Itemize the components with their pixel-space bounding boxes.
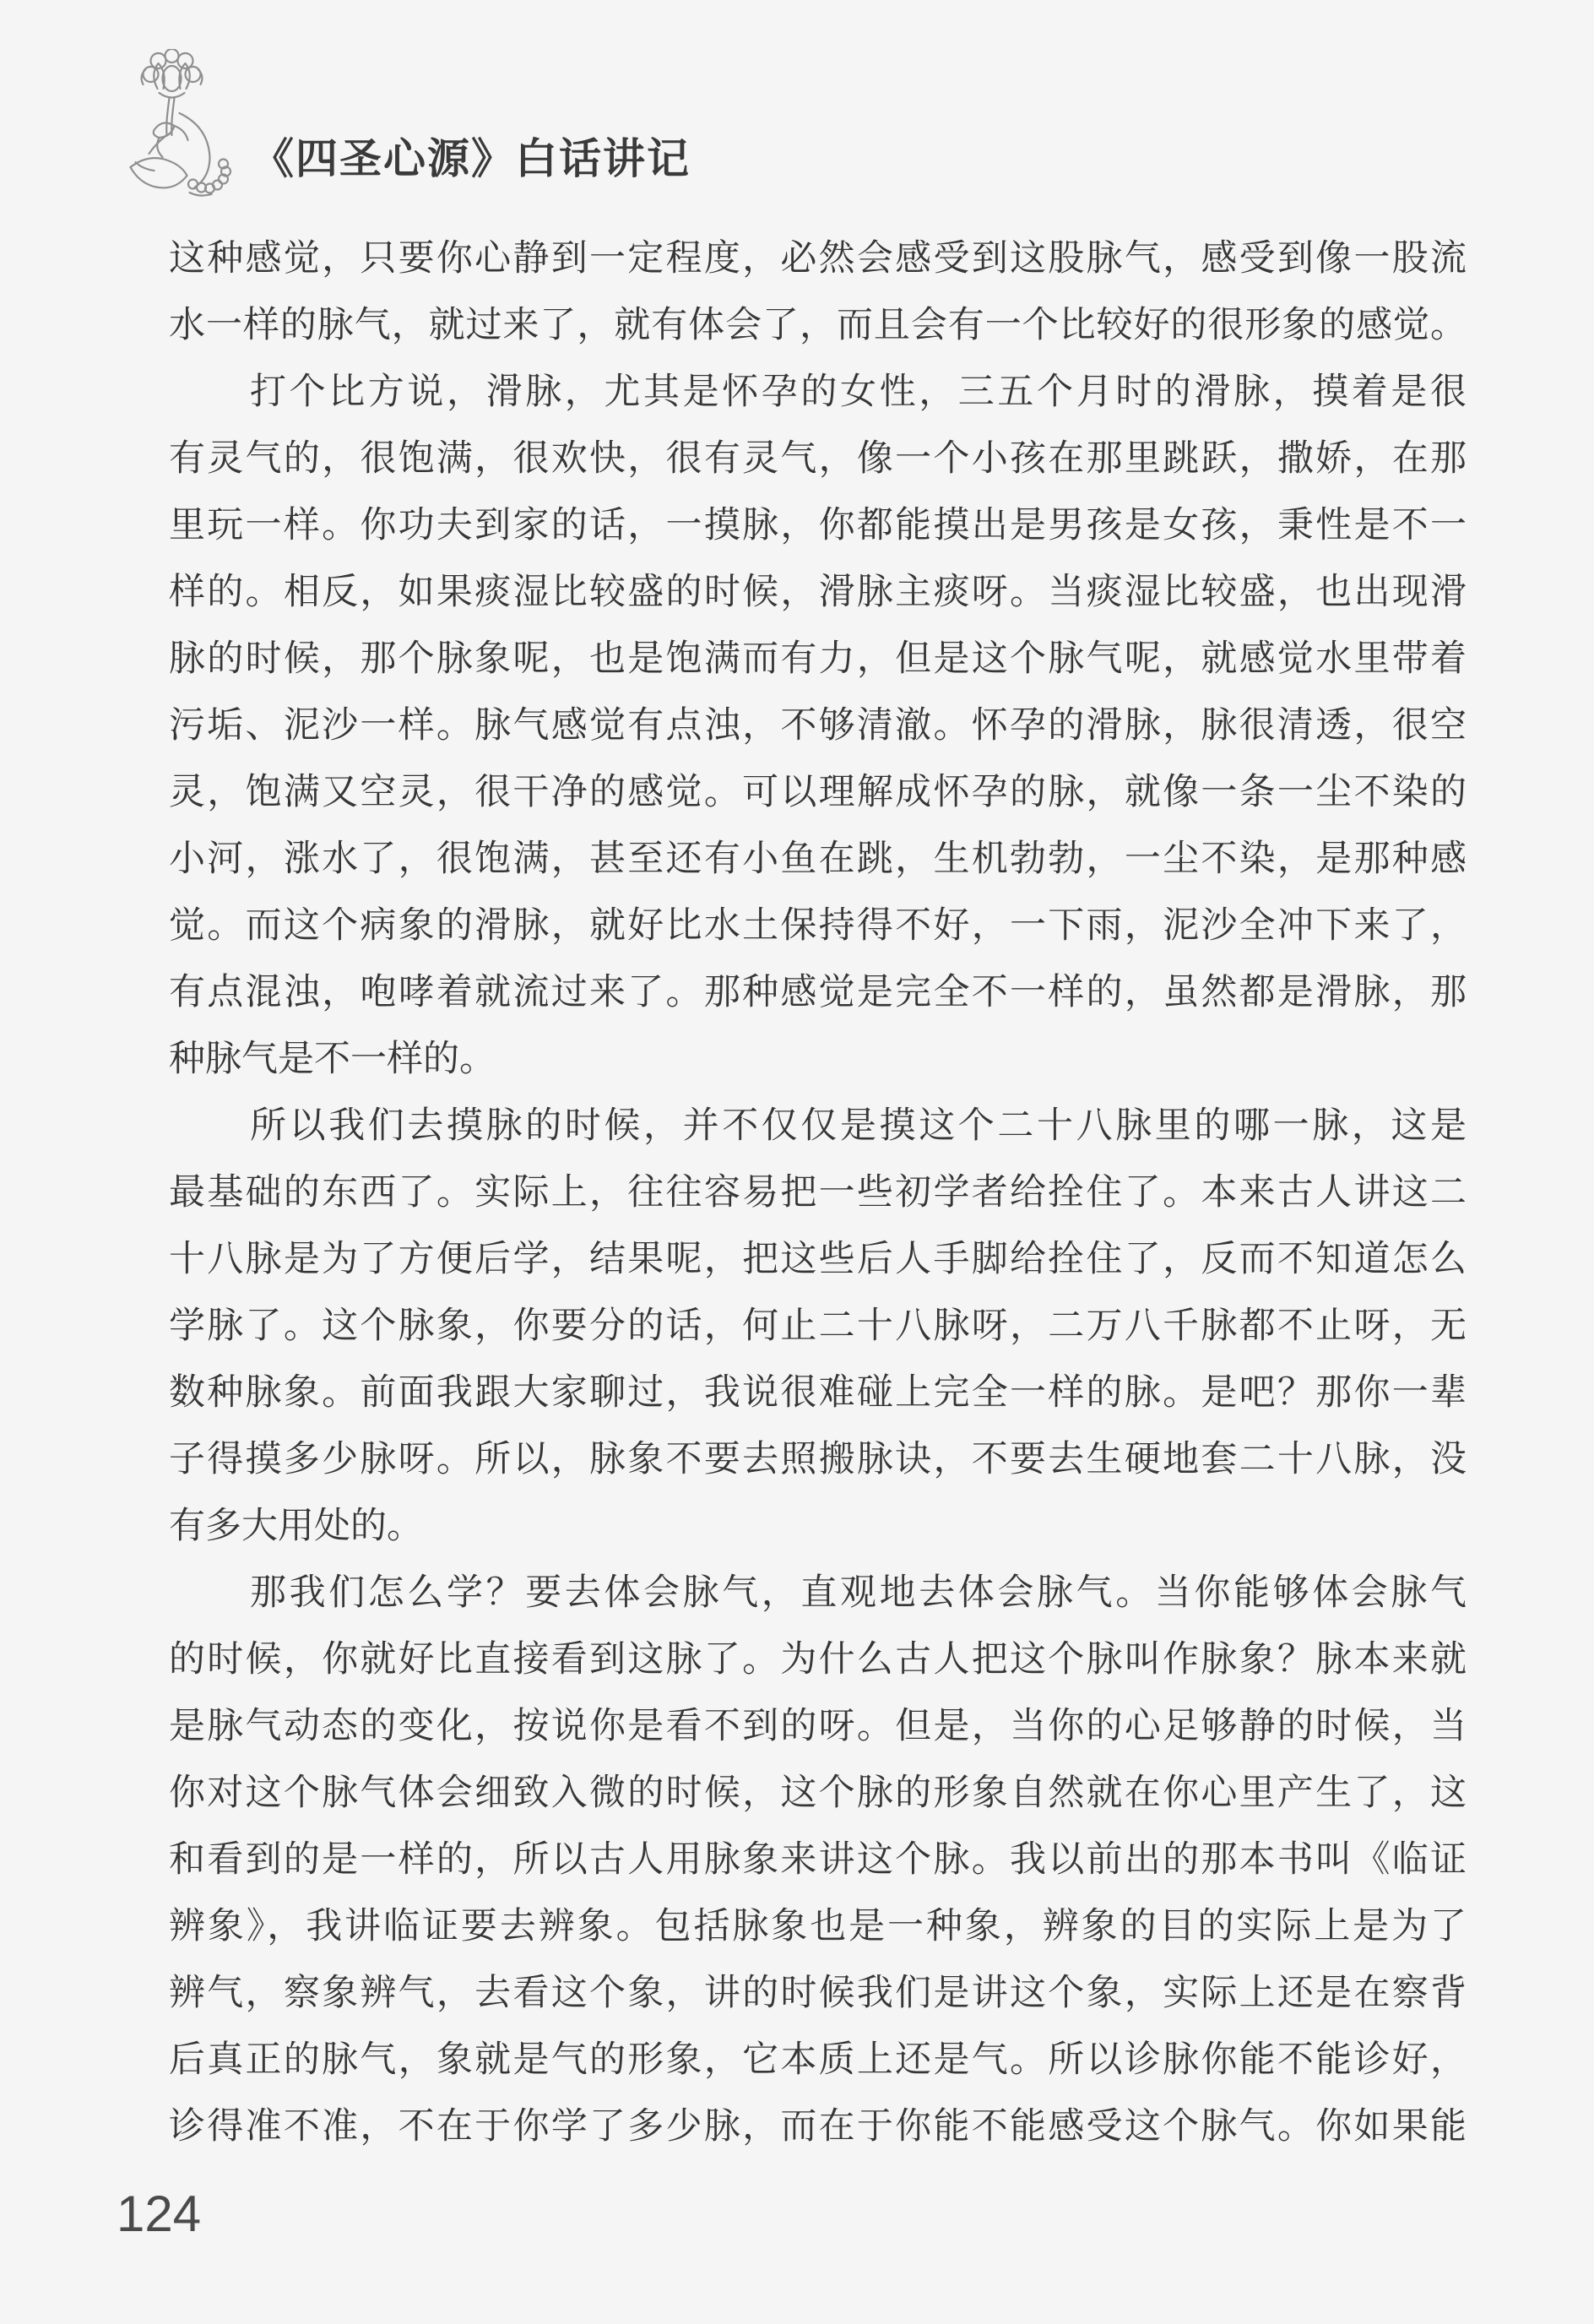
body-text: [169, 225, 1467, 2160]
text-line: 有点混浊，咆哮着就流过来了。那种感觉是完全不一样的，虽然都是滑脉，那: [169, 973, 1467, 1013]
text-line: 子得摸多少脉呀。所以，脉象不要去照搬脉诀，不要去生硬地套二十八脉，没: [169, 1440, 1467, 1480]
text-line: 诊得准不准，不在于你学了多少脉，而在于你能不能感受这个脉气。你如果能: [169, 2107, 1467, 2147]
text-line: 小河，涨水了，很饱满，甚至还有小鱼在跳，生机勃勃，一尘不染，是那种感: [169, 839, 1467, 879]
text-line: 有灵气的，很饱满，很欢快，很有灵气，像一个小孩在那里跳跃，撒娇，在那: [169, 439, 1467, 479]
text-line: 和看到的是一样的，所以古人用脉象来讲这个脉。我以前出的那本书叫《临证: [169, 1840, 1467, 1880]
text-line: 种脉气是不一样的。: [169, 1040, 496, 1079]
book-series-title: 《四圣心源》白话讲记: [252, 135, 691, 182]
text-line: 辨气，察象辨气，去看这个象，讲的时候我们是讲这个象，实际上还是在察背: [169, 1974, 1467, 2013]
text-line: 所以我们去摸脉的时候，并不仅仅是摸这个二十八脉里的哪一脉，这是: [250, 1106, 1467, 1146]
text-line: 脉的时候，那个脉象呢，也是饱满而有力，但是这个脉气呢，就感觉水里带着: [169, 639, 1467, 679]
page-number: 124: [117, 2186, 202, 2242]
text-line: 水一样的脉气，就过来了，就有体会了，而且会有一个比较好的很形象的感觉。: [169, 306, 1467, 345]
text-line: 学脉了。这个脉象，你要分的话，何止二十八脉呀，二万八千脉都不止呀，无: [169, 1306, 1467, 1346]
text-line: 那我们怎么学？要去体会脉气，直观地去体会脉气。当你能够体会脉气: [250, 1573, 1467, 1613]
text-line: 里玩一样。你功夫到家的话，一摸脉，你都能摸出是男孩是女孩，秉性是不一: [169, 506, 1467, 546]
text-line: 十八脉是为了方便后学，结果呢，把这些后人手脚给拴住了，反而不知道怎么: [169, 1240, 1467, 1279]
text-line: 后真正的脉气，象就是气的形象，它本质上还是气。所以诊脉你能不能诊好，: [169, 2040, 1467, 2080]
text-line: 的时候，你就好比直接看到这脉了。为什么古人把这个脉叫作脉象？脉本来就: [169, 1640, 1467, 1680]
text-line: 最基础的东西了。实际上，往往容易把一些初学者给拴住了。本来古人讲这二: [169, 1173, 1467, 1213]
hand-holding-lotus-icon: [103, 49, 251, 218]
text-line: 有多大用处的。: [169, 1507, 423, 1546]
text-line: 打个比方说，滑脉，尤其是怀孕的女性，三五个月时的滑脉，摸着是很: [250, 372, 1467, 412]
text-line: 这种感觉，只要你心静到一定程度，必然会感受到这股脉气，感受到像一股流: [169, 239, 1467, 279]
text-line: 样的。相反，如果痰湿比较盛的时候，滑脉主痰呀。当痰湿比较盛，也出现滑: [169, 573, 1467, 612]
text-line: 污垢、泥沙一样。脉气感觉有点浊，不够清澈。怀孕的滑脉，脉很清透，很空: [169, 706, 1467, 746]
text-line: 你对这个脉气体会细致入微的时候，这个脉的形象自然就在你心里产生了，这: [169, 1773, 1467, 1813]
text-line: 灵，饱满又空灵，很干净的感觉。可以理解成怀孕的脉，就像一条一尘不染的: [169, 773, 1467, 812]
text-line: 觉。而这个病象的滑脉，就好比水土保持得不好，一下雨，泥沙全冲下来了，: [169, 906, 1467, 946]
text-line: 数种脉象。前面我跟大家聊过，我说很难碰上完全一样的脉。是吧？那你一辈: [169, 1373, 1467, 1413]
text-line: 辨象》，我讲临证要去辨象。包括脉象也是一种象，辨象的目的实际上是为了: [169, 1907, 1467, 1947]
text-line: 是脉气动态的变化，按说你是看不到的呀。但是，当你的心足够静的时候，当: [169, 1707, 1467, 1746]
